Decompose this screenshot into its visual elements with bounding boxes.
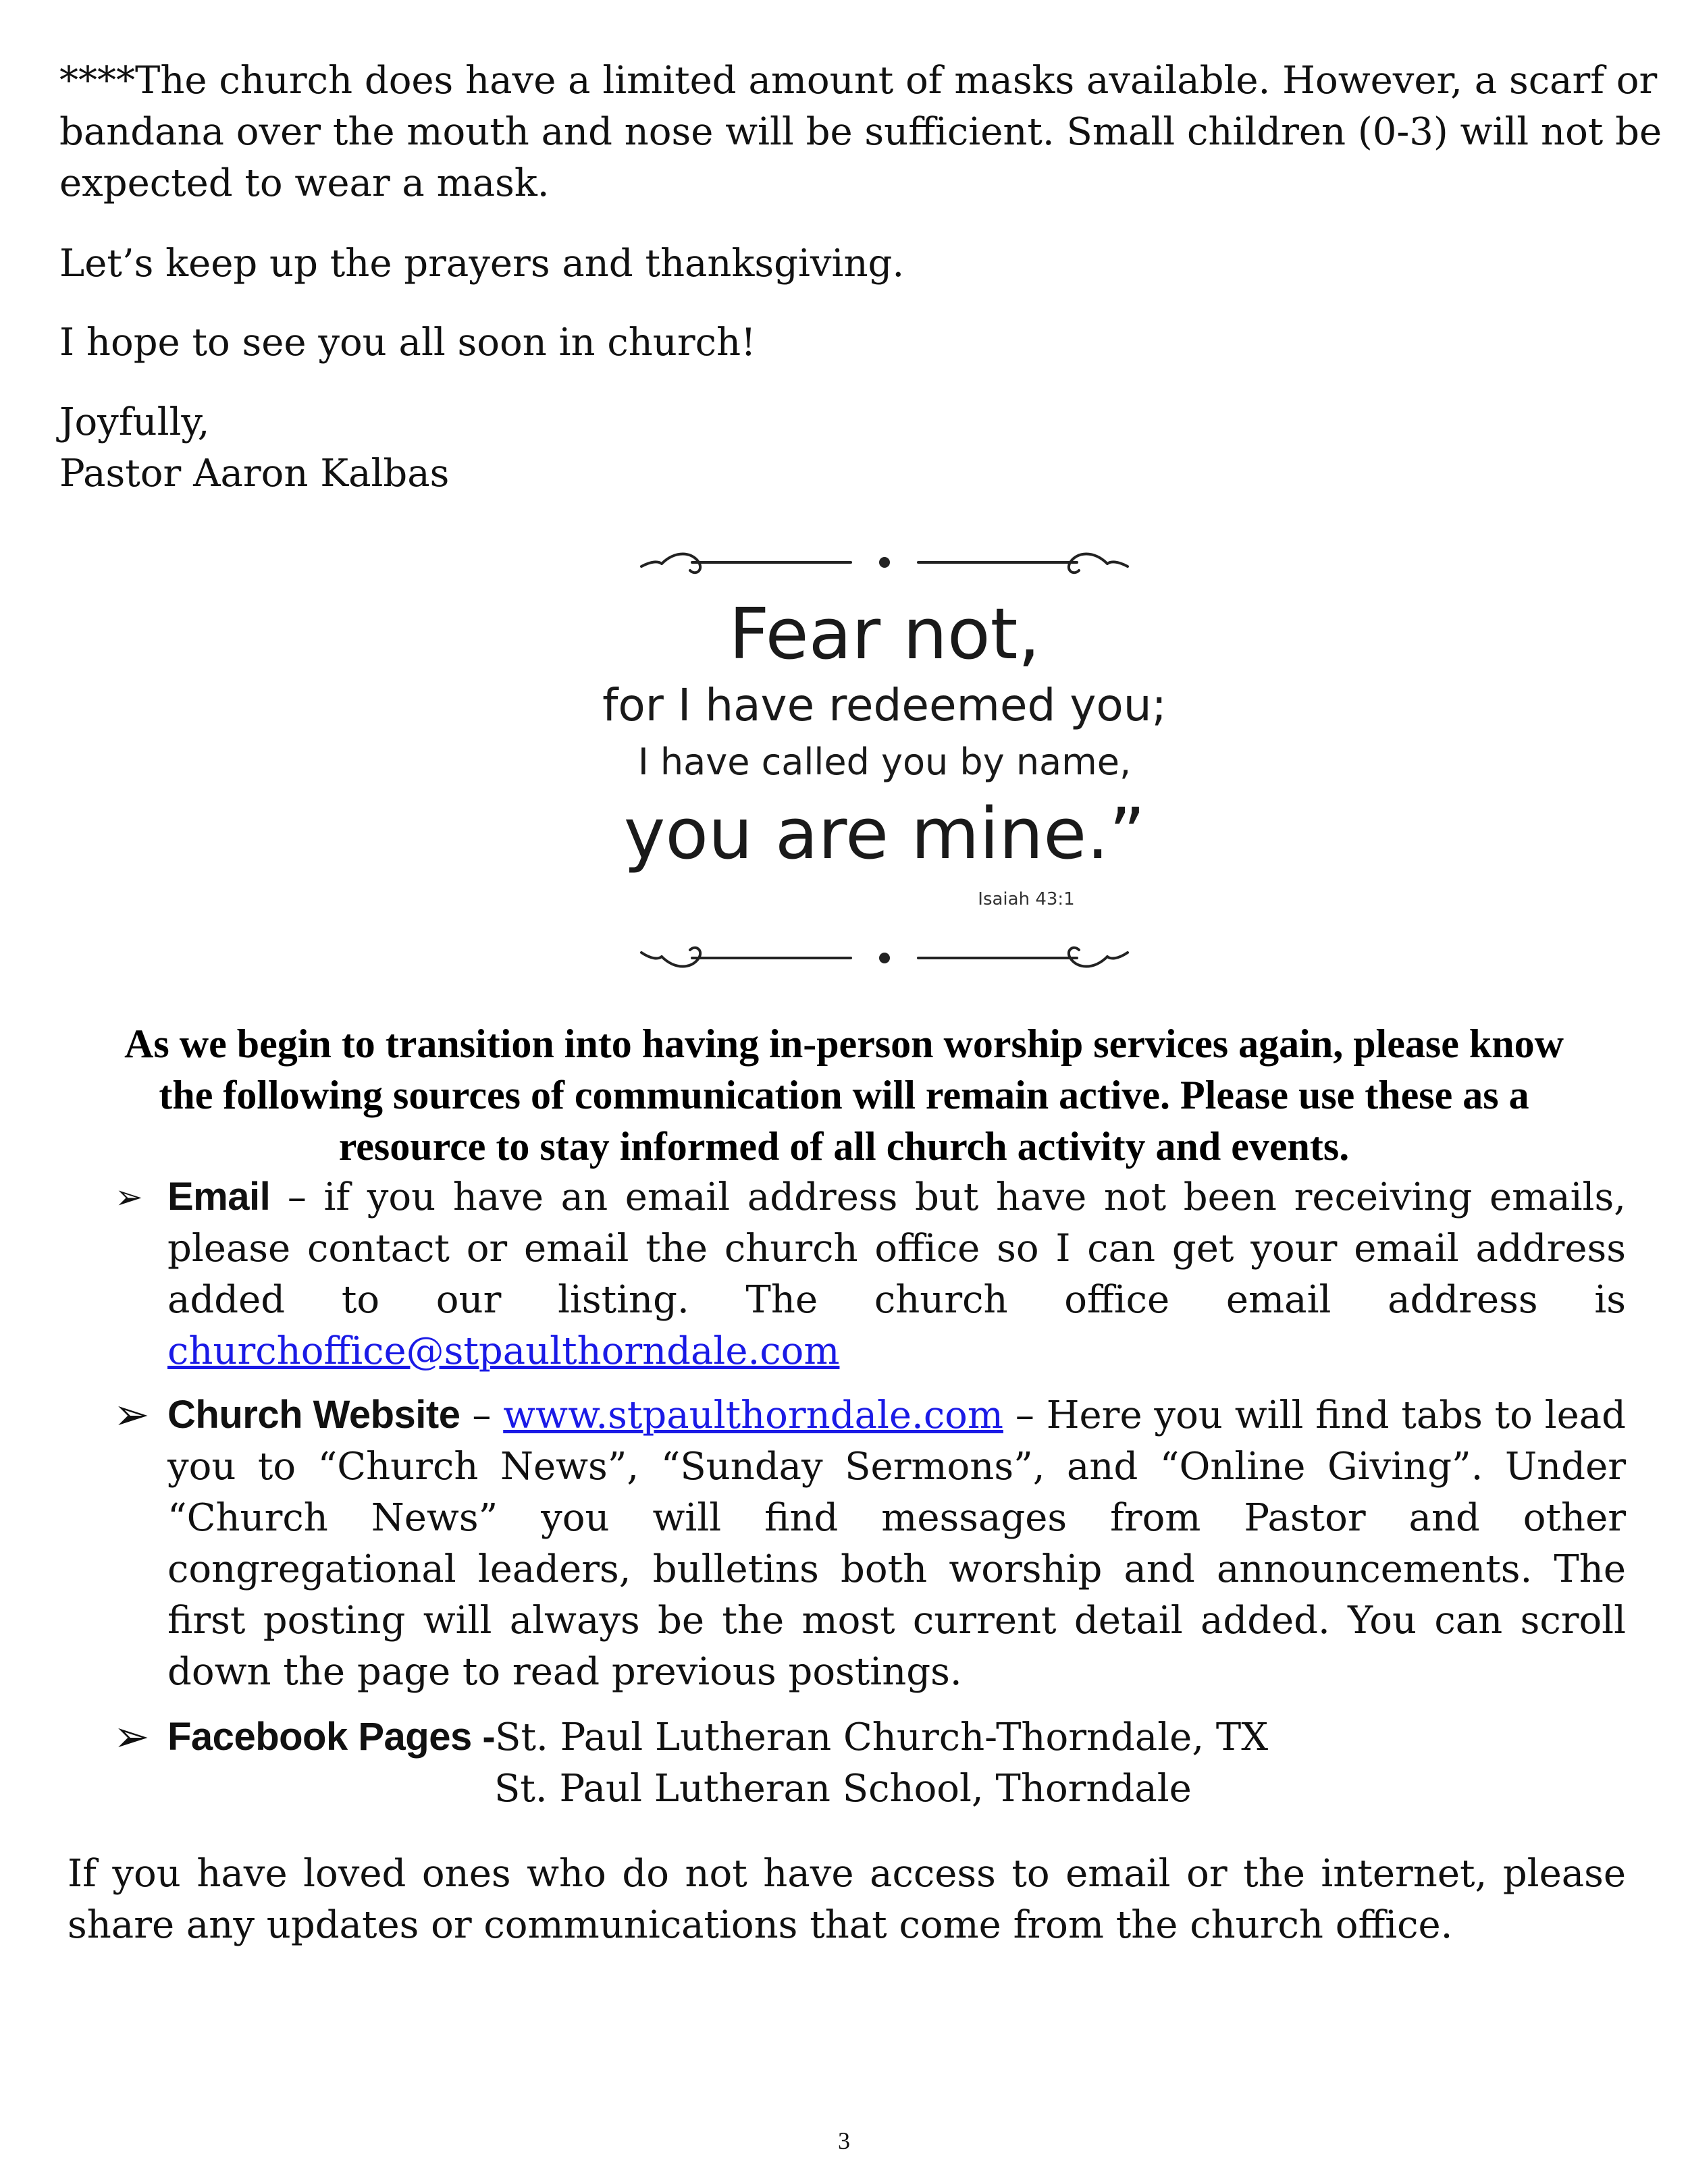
closing-word: Joyfully, [59, 400, 210, 444]
verse-line-4: you are mine.” [623, 793, 1146, 875]
top-flourish-icon [641, 554, 1128, 573]
website-link[interactable]: www.stpaulthorndale.com [503, 1393, 1003, 1437]
page-number: 3 [838, 2127, 850, 2154]
website-dash: – [460, 1393, 504, 1437]
intro-line: As we begin to transition into having in-person worship services again, please know [124, 1021, 1564, 1066]
website-term: Church Website [167, 1393, 460, 1437]
mask-note-line: ****The church does have a limited amount of masks available. However, a scarf or [59, 59, 1658, 103]
verse-reference: Isaiah 43:1 [978, 889, 1075, 909]
mask-note-line: expected to wear a mask. [59, 161, 550, 205]
email-link[interactable]: churchoffice@stpaulthorndale.com [167, 1329, 840, 1373]
facebook-item [167, 1711, 1626, 1815]
website-text: – Here you will find tabs to lead you to “Church News”, “Sunday Sermons”, and “Online Giving”. Under “Church News” you will find messages from Pastor and other congregational leaders, bulletins both worship and announcements. The first posting will always be the most current detail added. You can scroll down the page to read previous postings. [167, 1393, 1627, 1694]
email-text: – if you have an email address but have not been receiving emails, please contact or email the church office so I can get your email address added to our listing. The church office email address is [167, 1175, 1626, 1322]
closing-paragraph: If you have loved ones who do not have access to email or the internet, please share any updates or communications that come from the church office. [68, 1852, 1626, 1947]
verse-graphic [574, 543, 1195, 982]
facebook-page-2: St. Paul Lutheran School, Thorndale [494, 1767, 1192, 1811]
verse-line-3: I have called you by name, [637, 741, 1132, 783]
website-item [167, 1389, 1626, 1698]
mask-note-line: bandana over the mouth and nose will be sufficient. Small children (0-3) will not be [59, 110, 1662, 154]
verse-svg [574, 543, 1195, 982]
mask-note [59, 55, 1662, 209]
facebook-page-1: St. Paul Lutheran Church-Thorndale, TX [495, 1715, 1269, 1759]
signoff [59, 397, 449, 500]
arrow-bullet-icon: ➢ [113, 1390, 150, 1440]
prayers-line: Let’s keep up the prayers and thanksgiving. [59, 242, 905, 286]
bottom-flourish-icon [641, 948, 1128, 967]
email-term: Email [167, 1175, 271, 1219]
arrow-bullet-icon: ➢ [115, 1177, 143, 1217]
communication-intro [54, 1018, 1634, 1172]
verse-line-2: for I have redeemed you; [602, 679, 1167, 731]
intro-line: the following sources of communication will remain active. Please use these as a [159, 1073, 1529, 1117]
signature: Pastor Aaron Kalbas [59, 452, 450, 496]
intro-line: resource to stay informed of all church activity and events. [338, 1124, 1350, 1169]
email-item [167, 1171, 1626, 1377]
hope-line: I hope to see you all soon in church! [59, 321, 756, 365]
verse-line-1: Fear not, [729, 593, 1040, 675]
facebook-term: Facebook Pages - [167, 1715, 496, 1759]
arrow-bullet-icon: ➢ [113, 1712, 150, 1762]
